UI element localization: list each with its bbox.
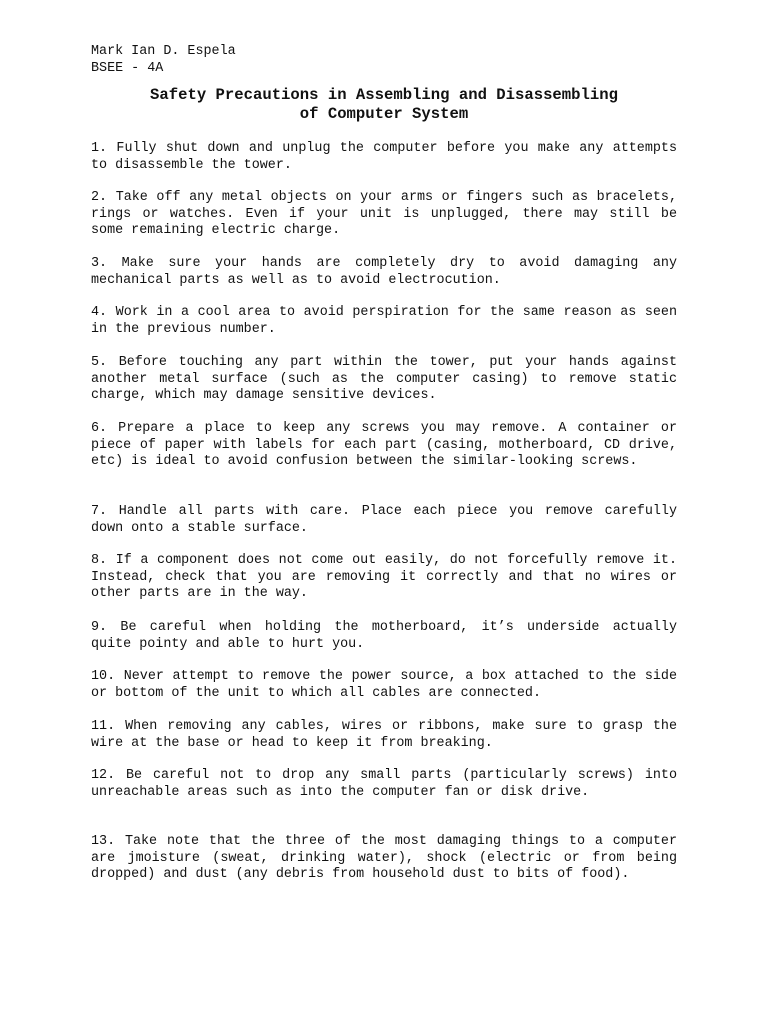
- precaution-number: 7.: [91, 504, 108, 519]
- precaution-text: Make sure your hands are completely dry to avoid damaging any mechanical parts as well as to avoid electrocution.: [91, 256, 677, 288]
- precaution-number: 13.: [91, 834, 116, 849]
- precaution-number: 8.: [91, 553, 108, 568]
- precaution-item-10: [91, 669, 677, 702]
- precaution-text: Be careful not to drop any small parts (particularly screws) into unreachable areas such as into the computer fan or disk drive.: [91, 768, 677, 800]
- title-line-1: Safety Precautions in Assembling and Disassembling: [150, 86, 618, 104]
- precaution-text: If a component does not come out easily, do not forcefully remove it. Instead, check that you are removing it correctly and that no wires or other parts are in the way.: [91, 553, 677, 602]
- precaution-number: 6.: [91, 421, 108, 436]
- precaution-text: Prepare a place to keep any screws you may remove. A container or piece of paper with labels for each part (casing, motherboard, CD drive, etc) is ideal to avoid confusion between the similar-looking screws.: [91, 421, 677, 470]
- precaution-item-11: [91, 719, 677, 752]
- precaution-number: 5.: [91, 355, 108, 370]
- precaution-text: Fully shut down and unplug the computer before you make any attempts to disassemble the tower.: [91, 141, 677, 173]
- precaution-number: 2.: [91, 190, 108, 205]
- title-line-2: of Computer System: [299, 105, 469, 123]
- precaution-text: Handle all parts with care. Place each piece you remove carefully down onto a stable surface.: [91, 504, 677, 536]
- precaution-text: Take off any metal objects on your arms or fingers such as bracelets, rings or watches. Even if your unit is unplugged, there may still be some remaining electric charge.: [91, 190, 677, 239]
- precaution-text: Never attempt to remove the power source, a box attached to the side or bottom of the unit to which all cables are connected.: [91, 669, 677, 701]
- precaution-number: 1.: [91, 141, 108, 156]
- precaution-item-3: [91, 256, 677, 289]
- precaution-text: Take note that the three of the most damaging things to a computer are jmoisture (sweat, drinking water), shock (electric or from being dropped) and dust (any debris from household dust to bits of food).: [91, 834, 677, 883]
- precaution-item-12: [91, 768, 677, 801]
- precaution-text: Work in a cool area to avoid perspiration for the same reason as seen in the previous number.: [91, 305, 677, 337]
- precaution-number: 9.: [91, 620, 108, 635]
- precaution-number: 3.: [91, 256, 108, 271]
- precaution-text: When removing any cables, wires or ribbons, make sure to grasp the wire at the base or head to keep it from breaking.: [91, 719, 677, 751]
- precaution-item-1: [91, 141, 677, 174]
- precaution-item-4: [91, 305, 677, 338]
- precaution-text: Before touching any part within the tower, put your hands against another metal surface (such as the computer casing) to remove static charge, which may damage sensitive devices.: [91, 355, 677, 404]
- precaution-item-13: [91, 834, 677, 884]
- author-section: BSEE - 4A: [91, 61, 164, 76]
- precaution-number: 12.: [91, 768, 116, 783]
- precaution-text: Be careful when holding the motherboard, it’s underside actually quite pointy and able to hurt you.: [91, 620, 677, 652]
- precaution-number: 4.: [91, 305, 108, 320]
- precaution-number: 10.: [91, 669, 116, 684]
- precaution-item-5: [91, 355, 677, 405]
- precaution-item-7: [91, 504, 677, 537]
- precaution-item-2: [91, 190, 677, 240]
- precaution-item-6: [91, 421, 677, 471]
- author-name: Mark Ian D. Espela: [91, 44, 236, 59]
- precaution-item-8: [91, 553, 677, 603]
- precaution-item-9: [91, 620, 677, 653]
- document-title: [91, 86, 677, 124]
- author-block: [91, 43, 236, 77]
- precaution-number: 11.: [91, 719, 116, 734]
